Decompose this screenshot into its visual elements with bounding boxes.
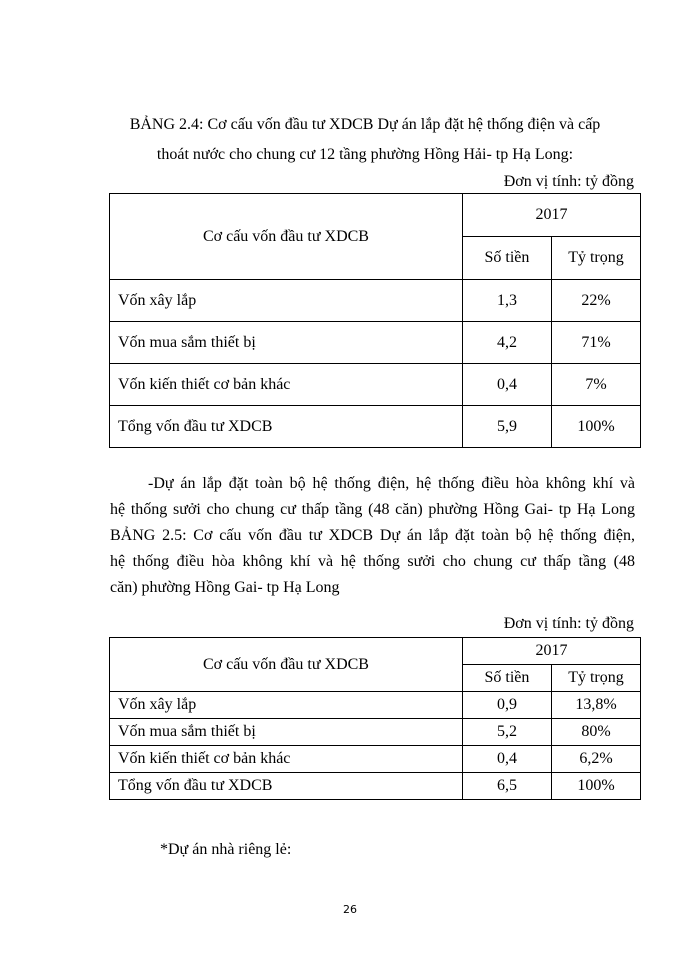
table-row <box>110 364 641 406</box>
row-amount: 0,4 <box>462 746 551 773</box>
table-row <box>110 406 641 448</box>
row-label: Vốn kiến thiết cơ bản khác <box>110 364 463 406</box>
row-amount: 0,9 <box>462 692 551 719</box>
table1-unit: Đơn vị tính: tỷ đồng <box>503 173 634 190</box>
stub-header: Cơ cấu vốn đầu tư XDCB <box>110 194 463 280</box>
table-row <box>110 692 641 719</box>
row-label: Vốn xây lắp <box>110 280 463 322</box>
page-number: 26 <box>343 903 357 916</box>
share-header: Tỷ trọng <box>551 665 640 692</box>
row-label: Vốn mua sắm thiết bị <box>110 719 463 746</box>
row-amount: 5,9 <box>462 406 551 448</box>
table2-unit: Đơn vị tính: tỷ đồng <box>503 615 634 632</box>
paragraph-line: căn) phường Hồng Gai- tp Hạ Long <box>110 579 340 596</box>
row-amount: 6,5 <box>462 773 551 800</box>
table2 <box>109 637 641 800</box>
table-header-row <box>110 194 641 237</box>
table-row <box>110 322 641 364</box>
row-label: Vốn kiến thiết cơ bản khác <box>110 746 463 773</box>
row-share: 100% <box>551 773 640 800</box>
table-row <box>110 773 641 800</box>
year-header: 2017 <box>462 638 640 665</box>
row-share: 80% <box>551 719 640 746</box>
row-share: 22% <box>551 280 640 322</box>
row-label: Tổng vốn đầu tư XDCB <box>110 406 463 448</box>
table-row <box>110 719 641 746</box>
row-amount: 0,4 <box>462 364 551 406</box>
table-header-row <box>110 638 641 665</box>
amount-header: Số tiền <box>462 665 551 692</box>
table1 <box>109 193 641 448</box>
row-amount: 5,2 <box>462 719 551 746</box>
row-label: Tổng vốn đầu tư XDCB <box>110 773 463 800</box>
row-share: 100% <box>551 406 640 448</box>
table-row <box>110 746 641 773</box>
row-share: 13,8% <box>551 692 640 719</box>
table1-caption-line1: BẢNG 2.4: Cơ cấu vốn đầu tư XDCB Dự án lắp đặt hệ thống điện và cấp <box>129 116 601 133</box>
share-header: Tỷ trọng <box>551 237 640 280</box>
row-amount: 1,3 <box>462 280 551 322</box>
row-share: 71% <box>551 322 640 364</box>
paragraph-line: BẢNG 2.5: Cơ cấu vốn đầu tư XDCB Dự án lắp đặt toàn bộ hệ thống điện, <box>110 527 635 544</box>
year-header: 2017 <box>462 194 640 237</box>
table-row <box>110 280 641 322</box>
note-heading: *Dự án nhà riêng lẻ: <box>160 841 292 858</box>
row-share: 7% <box>551 364 640 406</box>
paragraph-line: hệ thống điều hòa không khí và hệ thống sưởi cho chung cư thấp tầng (48 <box>110 553 635 570</box>
amount-header: Số tiền <box>462 237 551 280</box>
row-label: Vốn xây lắp <box>110 692 463 719</box>
paragraph-line: hệ thống sưởi cho chung cư thấp tầng (48 căn) phường Hồng Gai- tp Hạ Long <box>110 501 635 518</box>
description-paragraph <box>110 471 635 601</box>
row-amount: 4,2 <box>462 322 551 364</box>
row-label: Vốn mua sắm thiết bị <box>110 322 463 364</box>
table1-caption-line2: thoát nước cho chung cư 12 tầng phường Hồng Hải- tp Hạ Long: <box>156 146 574 163</box>
paragraph-line: -Dự án lắp đặt toàn bộ hệ thống điện, hệ thống điều hòa không khí và <box>148 475 635 492</box>
stub-header: Cơ cấu vốn đầu tư XDCB <box>110 638 463 692</box>
row-share: 6,2% <box>551 746 640 773</box>
